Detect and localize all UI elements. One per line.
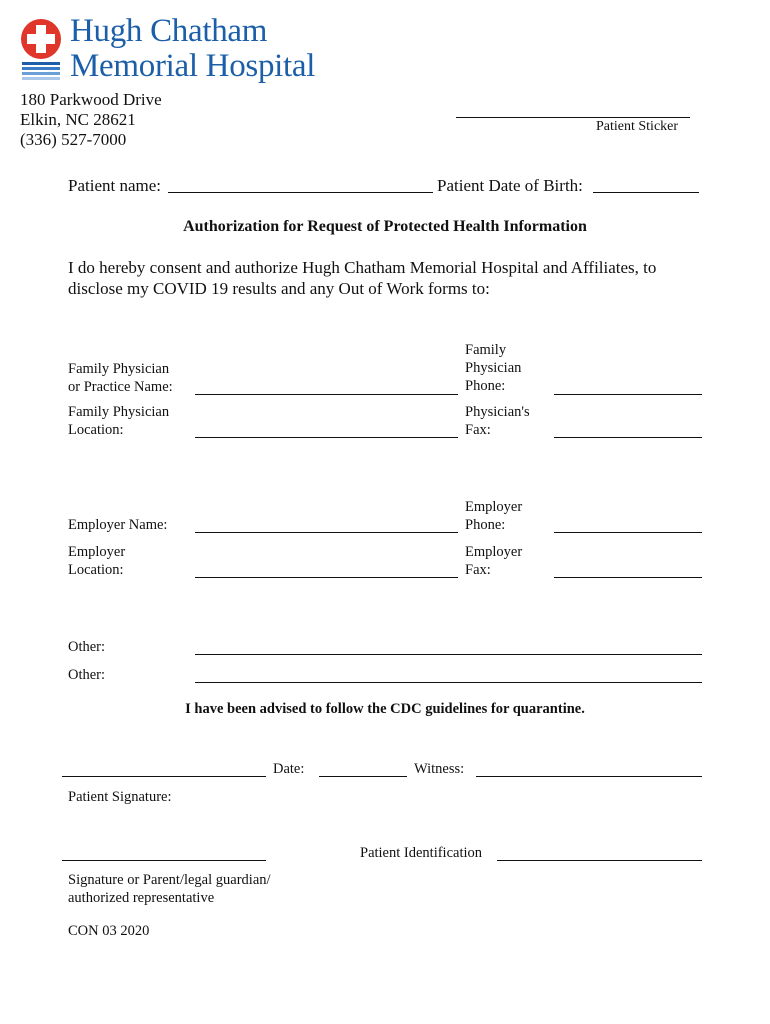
physician-fax-field[interactable] <box>554 437 702 438</box>
patient-dob-field[interactable] <box>593 192 699 193</box>
form-code: CON 03 2020 <box>68 923 150 939</box>
other-field-1[interactable] <box>195 654 702 655</box>
hospital-address <box>20 90 162 150</box>
cdc-guidelines-note: I have been advised to follow the CDC guidelines for quarantine. <box>185 701 585 717</box>
hospital-logo-icon <box>18 18 64 80</box>
address-phone: (336) 527-7000 <box>20 130 127 149</box>
physician-fax-label: Physician's Fax: <box>465 404 530 438</box>
employer-phone-field[interactable] <box>554 532 702 533</box>
employer-fax-field[interactable] <box>554 577 702 578</box>
physician-phone-label: Family Physician Phone: <box>465 342 522 394</box>
physician-name-field[interactable] <box>195 394 458 395</box>
patient-sticker-label: Patient Sticker <box>596 119 679 134</box>
hospital-name-line2: Memorial Hospital <box>70 48 316 84</box>
employer-phone-label: Employer Phone: <box>465 499 523 533</box>
witness-label: Witness: <box>414 761 465 777</box>
form-title: Authorization for Request of Protected Health Information <box>183 218 587 235</box>
employer-name-field[interactable] <box>195 532 458 533</box>
patient-name-label: Patient name: <box>68 176 162 195</box>
physician-location-label: Family Physician Location: <box>68 404 170 438</box>
other-label-2: Other: <box>68 667 106 683</box>
hospital-name-line1: Hugh Chatham <box>70 13 268 49</box>
other-label-1: Other: <box>68 639 106 655</box>
physician-location-field[interactable] <box>195 437 458 438</box>
date-field[interactable] <box>319 776 407 777</box>
address-city: Elkin, NC 28621 <box>20 110 136 129</box>
consent-text: I do hereby consent and authorize Hugh Chatham Memorial Hospital and Affiliates, to disclose my COVID 19 results and any Out of Work forms to: <box>68 258 657 298</box>
patient-dob-label: Patient Date of Birth: <box>437 176 583 195</box>
address-street: 180 Parkwood Drive <box>20 90 162 109</box>
patient-sticker-line[interactable] <box>456 117 690 118</box>
employer-name-label: Employer Name: <box>68 517 168 533</box>
physician-phone-field[interactable] <box>554 394 702 395</box>
employer-location-field[interactable] <box>195 577 458 578</box>
date-label: Date: <box>273 761 305 777</box>
guardian-signature-label: Signature or Parent/legal guardian/ authorized representative <box>68 872 271 906</box>
physician-name-label: Family Physician or Practice Name: <box>68 361 173 395</box>
employer-location-label: Employer Location: <box>68 544 126 578</box>
patient-name-field[interactable] <box>168 192 433 193</box>
guardian-signature-field[interactable] <box>62 860 266 861</box>
other-field-2[interactable] <box>195 682 702 683</box>
patient-signature-label: Patient Signature: <box>68 789 172 805</box>
patient-signature-field[interactable] <box>62 776 266 777</box>
patient-identification-field[interactable] <box>497 860 702 861</box>
patient-identification-label: Patient Identification <box>360 845 483 861</box>
witness-field[interactable] <box>476 776 702 777</box>
employer-fax-label: Employer Fax: <box>465 544 523 578</box>
